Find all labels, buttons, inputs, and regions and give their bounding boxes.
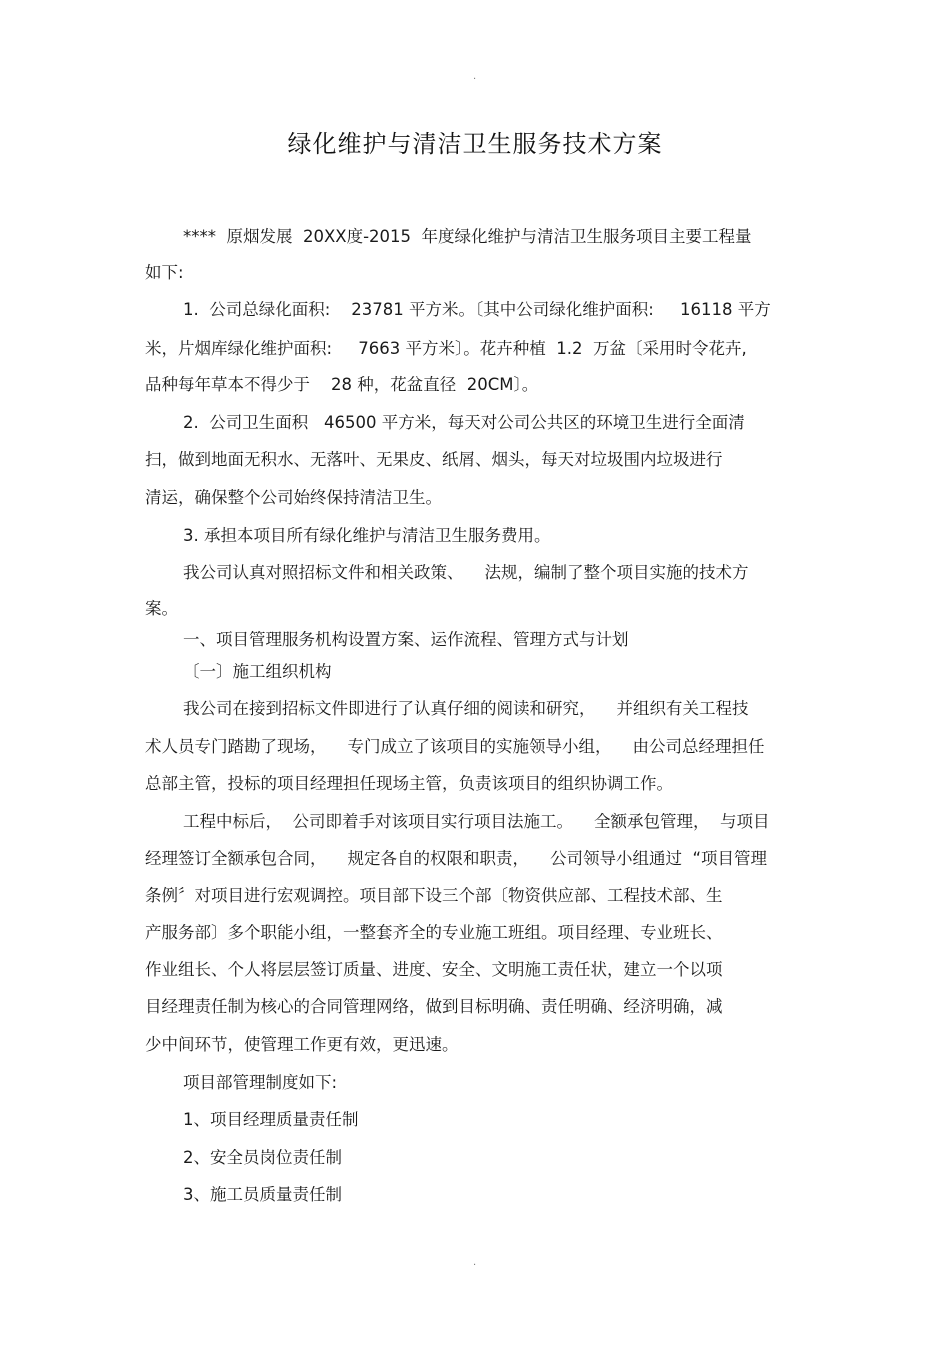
paragraph-line: 工程中标后， 公司即着手对该项目实行项目法施工。 全额承包管理， 与项目 (183, 812, 770, 831)
paragraph-line: 清运，确保整个公司始终保持清洁卫生。 (145, 488, 442, 507)
paragraph-line: 产服务部〕多个职能小组，一整套齐全的专业施工班组。项目经理、专业班长、 (145, 923, 723, 942)
list-item: 2、安全员岗位责任制 (183, 1148, 342, 1167)
paragraph-line: 目经理责任制为核心的合同管理网络，做到目标明确、责任明确、经济明确，减 (145, 997, 723, 1016)
paragraph-line: 经理签订全额承包合同， 规定各自的权限和职责， 公司领导小组通过 “项目管理 (145, 849, 767, 868)
section-heading: 一、项目管理服务机构设置方案、运作流程、管理方式与计划 (183, 630, 629, 649)
paragraph-line: 我公司认真对照招标文件和相关政策、 法规，编制了整个项目实施的技术方 (183, 563, 749, 582)
list-item-line: 2. 公司卫生面积 46500 平方米，每天对公司公共区的环境卫生进行全面清 (183, 413, 745, 432)
paragraph-line: 如下: (145, 263, 184, 282)
paragraph-line: 米，片烟库绿化维护面积: 7663 平方米〕。花卉种植 1.2 万盆〔采用时令花卉, (145, 339, 747, 358)
list-item: 3、施工员质量责任制 (183, 1185, 342, 1204)
page-mark-top: . (473, 71, 477, 82)
subsection-heading: 〔一〕施工组织机构 (183, 662, 332, 681)
list-item-line: 1. 公司总绿化面积: 23781 平方米。〔其中公司绿化维护面积: 16118 平方 (183, 300, 771, 319)
paragraph-line: **** 原烟发展 20XX度-2015 年度绿化维护与清洁卫生服务项目主要工程量 (183, 227, 752, 246)
list-item-line: 3. 承担本项目所有绿化维护与清洁卫生服务费用。 (183, 526, 551, 545)
paragraph-line: 扫，做到地面无积水、无落叶、无果皮、纸屑、烟头，每天对垃圾围内垃圾进行 (145, 450, 723, 469)
list-item: 1、项目经理质量责任制 (183, 1110, 359, 1129)
paragraph-line: 少中间环节，使管理工作更有效，更迅速。 (145, 1035, 459, 1054)
page-mark-bottom: . (473, 1257, 477, 1268)
paragraph-line: 项目部管理制度如下: (183, 1073, 338, 1092)
paragraph-line: 条例〞对项目进行宏观调控。项目部下设三个部〔物资供应部、工程技术部、生 (145, 886, 723, 905)
paragraph-line: 品种每年草本不得少于 28 种，花盆直径 20CM〕。 (145, 375, 539, 394)
paragraph-line: 我公司在接到招标文件即进行了认真仔细的阅读和研究， 并组织有关工程技 (183, 699, 749, 718)
paragraph-line: 作业组长、个人将层层签订质量、进度、安全、文明施工责任状，建立一个以项 (145, 960, 723, 979)
paragraph-line: 总部主管，投标的项目经理担任现场主管，负责该项目的组织协调工作。 (145, 774, 673, 793)
paragraph-line: 术人员专门踏勘了现场， 专门成立了该项目的实施领导小组， 由公司总经理担任 (145, 737, 765, 756)
document-title: 绿化维护与清洁卫生服务技术方案 (287, 130, 663, 158)
paragraph-line: 案。 (145, 599, 178, 618)
